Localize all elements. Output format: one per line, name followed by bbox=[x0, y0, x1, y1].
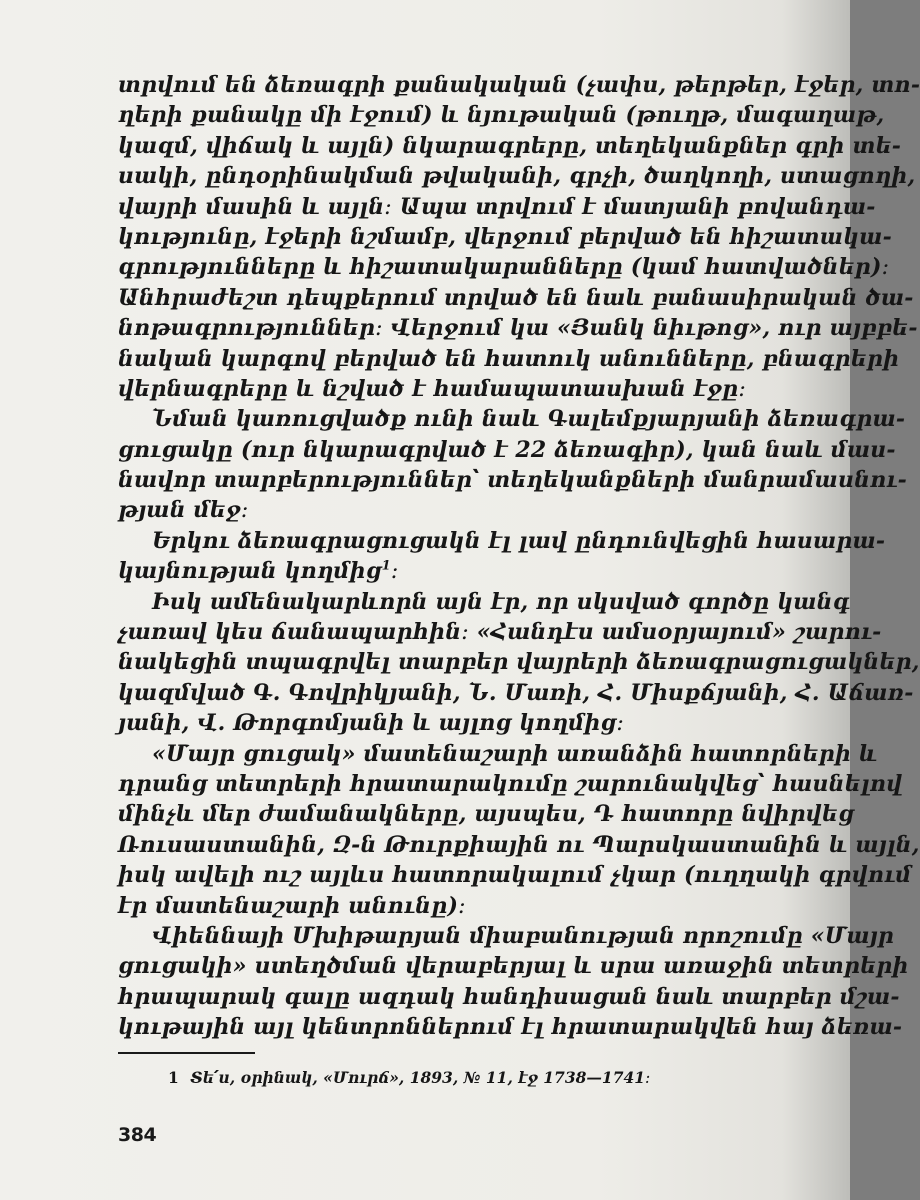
text-line: «Մայր ցուցակ» մատենաշարի առանձին հատորների և bbox=[152, 740, 878, 767]
text-line: կությունը, էջերի նշմամբ, վերջում բերված են հիշատակա- bbox=[118, 223, 892, 250]
text-line: նակեցին տպագրվել տարբեր վայրերի ձեռագրացուցակներ, bbox=[118, 649, 920, 676]
text-line: ցուցակը (ուր նկարագրված է 22 ձեռագիր), կան նաև մաս- bbox=[118, 436, 896, 463]
footnote-number: 1 bbox=[168, 1068, 179, 1087]
text-line: գրությունները և հիշատակարանները (կամ հատվածներ)։ bbox=[118, 254, 890, 281]
text-line: կութային այլ կենտրոններում էլ հրատարակվեն հայ ձեռա- bbox=[118, 1014, 903, 1041]
text-line: վայրի մասին և այլն։ Ապա տրվում է մատյանի բովանդա- bbox=[118, 193, 876, 220]
text-line-with-footnote bbox=[118, 556, 818, 586]
text-line: Նման կառուցվածք ունի նաև Գալեմքյարյանի ձեռագրա- bbox=[152, 406, 906, 433]
text-line: վերնագրերը և նշված է համապատասխան էջը։ bbox=[118, 375, 746, 402]
text-line: կայնության կողմից bbox=[118, 558, 382, 585]
text-line: Ռուսաստանին, Զ-ն Թուրքիային ու Պարսկաստանին և այլն, bbox=[118, 831, 920, 858]
page-number: 384 bbox=[118, 1124, 157, 1146]
text-line: սակի, ընդօրինակման թվականի, գրչի, ծաղկողի, ստացողի, bbox=[118, 163, 916, 190]
text-line: կազմված Գ. Գովրիկյանի, Ն. Մառի, Հ. Միսքճյանի, Հ. Աճառ- bbox=[118, 679, 914, 706]
text-line: յանի, Վ. Թորգոմյանի և այլոց կողմից։ bbox=[118, 710, 624, 737]
text-line: հրապարակ գալը ազդակ հանդիսացան նաև տարբեր մշա- bbox=[118, 983, 900, 1010]
text-line: Վիեննայի Մխիթարյան միաբանության որոշումը «Մայր bbox=[152, 922, 895, 949]
footnote-text: Տե՛ս, օրինակ, «Մուրճ», 1893, № 11, էջ 1738—1741։ bbox=[190, 1068, 651, 1087]
paragraph-4 bbox=[118, 587, 920, 739]
text-line: մինչև մեր ժամանակները, այսպես, Դ հատորը նվիրվեց bbox=[118, 801, 854, 828]
text-line: կազմ, վիճակ և այլն) նկարագրերը, տեղեկանքներ գրի տե- bbox=[118, 132, 902, 159]
paragraph-1 bbox=[118, 70, 920, 404]
paragraph-5 bbox=[118, 739, 920, 921]
text-line: ղերի քանակը մի էջում) և նյութական (թուղթ, մագաղաթ, bbox=[118, 102, 885, 129]
text-line: ցուցակի» ստեղծման վերաբերյալ և սրա առաջին տետրերի bbox=[118, 953, 909, 980]
footnote-reference: 1 bbox=[381, 558, 391, 574]
paragraph-3 bbox=[118, 526, 886, 587]
text-line: նավոր տարբերություններ՝ տեղեկանքների մանրամասնու- bbox=[118, 467, 907, 494]
text-line: թյան մեջ։ bbox=[118, 497, 249, 524]
text-line: տրվում են ձեռագրի քանակական (չափս, թերթեր, էջեր, տո- bbox=[118, 72, 920, 98]
footnote-reference-suffix: ։ bbox=[390, 558, 399, 585]
text-line: էր մատենաշարի անունը)։ bbox=[118, 892, 466, 919]
text-line: Երկու ձեռագրացուցակն էլ լավ ընդունվեցին հասարա- bbox=[152, 527, 886, 554]
paragraph-2 bbox=[118, 404, 907, 526]
text-line: իսկ ավելի ուշ այլևս հատորակալում չկար (ուղղակի գրվում bbox=[118, 862, 912, 889]
footnote-divider bbox=[118, 1052, 255, 1054]
text-line: Իսկ ամենակարևորն այն էր, որ սկսված գործը կանգ bbox=[152, 588, 850, 615]
body-text bbox=[118, 70, 920, 1043]
footnote bbox=[168, 1068, 728, 1088]
text-line: Անհրաժեշտ դեպքերում տրված են նաև բանասիրական ծա- bbox=[118, 284, 914, 311]
paragraph-6 bbox=[118, 921, 909, 1043]
text-line: չառավ կես ճանապարհին։ «Հանդէս ամսօրյայում» շարու- bbox=[118, 619, 882, 646]
text-line: դրանց տետրերի հրատարակումը շարունակվեց՝ հասնելով bbox=[118, 770, 903, 797]
text-line: նական կարգով բերված են հատուկ անունները, բնագրերի bbox=[118, 345, 900, 372]
text-line: նոթագրություններ։ Վերջում կա «Յանկ նիւթոց», ուր այբբե- bbox=[118, 315, 918, 342]
